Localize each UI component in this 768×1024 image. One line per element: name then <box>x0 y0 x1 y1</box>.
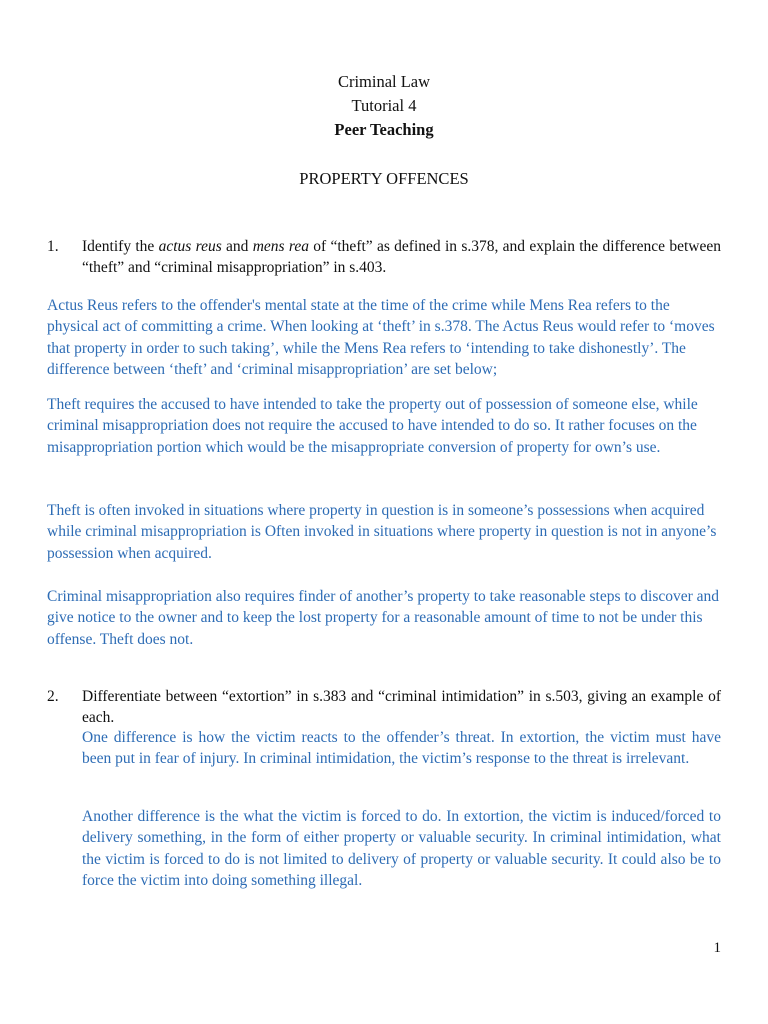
answer-paragraph: Theft is often invoked in situations where property in question is in someone’s possessions when acquired while criminal misappropriation is Often invoked in situations where property in question is not in anyone’s possession when acquired. <box>47 502 717 562</box>
question-text: Differentiate between “extortion” in s.383 and “criminal intimidation” in s.503, giving an example of each. <box>82 688 721 726</box>
answer-paragraph: Another difference is the what the victim is forced to do. In extortion, the victim is induced/forced to delivery something, in the form of either property or valuable security. In criminal intimidation, what the victim is forced to do is not limited to delivery of property or valuable security. It could also be to force the victim into doing something illegal. <box>82 808 721 889</box>
answer-paragraph: Criminal misappropriation also requires finder of another’s property to take reasonable steps to discover and give notice to the owner and to keep the lost property for a reasonable amount of time to not be under this offense. Theft does not. <box>47 588 720 648</box>
course-title: Criminal Law <box>337 72 431 91</box>
document-header <box>0 70 768 142</box>
question-text-part: and <box>221 238 253 255</box>
tutorial-title: Tutorial 4 <box>351 96 417 115</box>
question-term-actus-reus: actus reus <box>158 238 222 255</box>
subtitle: Peer Teaching <box>334 120 434 139</box>
answer-paragraph: Actus Reus refers to the offender's mental state at the time of the crime while Mens Rea refers to the physical act of committing a crime. When looking at ‘theft’ in s.378. The Actus Reus would refer to ‘moves that property in order to such taking’, while the Mens Rea refers to ‘intending to take dishonestly’. The difference between ‘theft’ and ‘criminal misappropriation’ are set below; <box>47 297 715 378</box>
question-term-mens-rea: mens rea <box>252 238 309 255</box>
question-text-part: of “theft” as defined in s.378, and explain the difference between “theft” and “criminal misappropriation” in s.403. <box>82 238 721 276</box>
question-2 <box>47 686 721 728</box>
question-text <box>82 236 721 278</box>
answer-paragraph: Theft requires the accused to have intended to take the property out of possession of someone else, while criminal misappropriation does not require the accused to have intended to do so. It rather focuses on the misappropriation portion which would be the misappropriate conversion of property for own’s use. <box>47 396 698 456</box>
question-number: 2. <box>47 688 59 705</box>
question-number: 1. <box>47 238 59 255</box>
section-title: PROPERTY OFFENCES <box>299 169 469 188</box>
question-text-part: Identify the <box>82 238 159 255</box>
question-1 <box>47 236 721 278</box>
page-number: 1 <box>713 940 721 956</box>
answer-paragraph: One difference is how the victim reacts to the offender’s threat. In extortion, the victim must have been put in fear of injury. In criminal intimidation, the victim’s response to the threat is irrelevant. <box>82 729 721 768</box>
